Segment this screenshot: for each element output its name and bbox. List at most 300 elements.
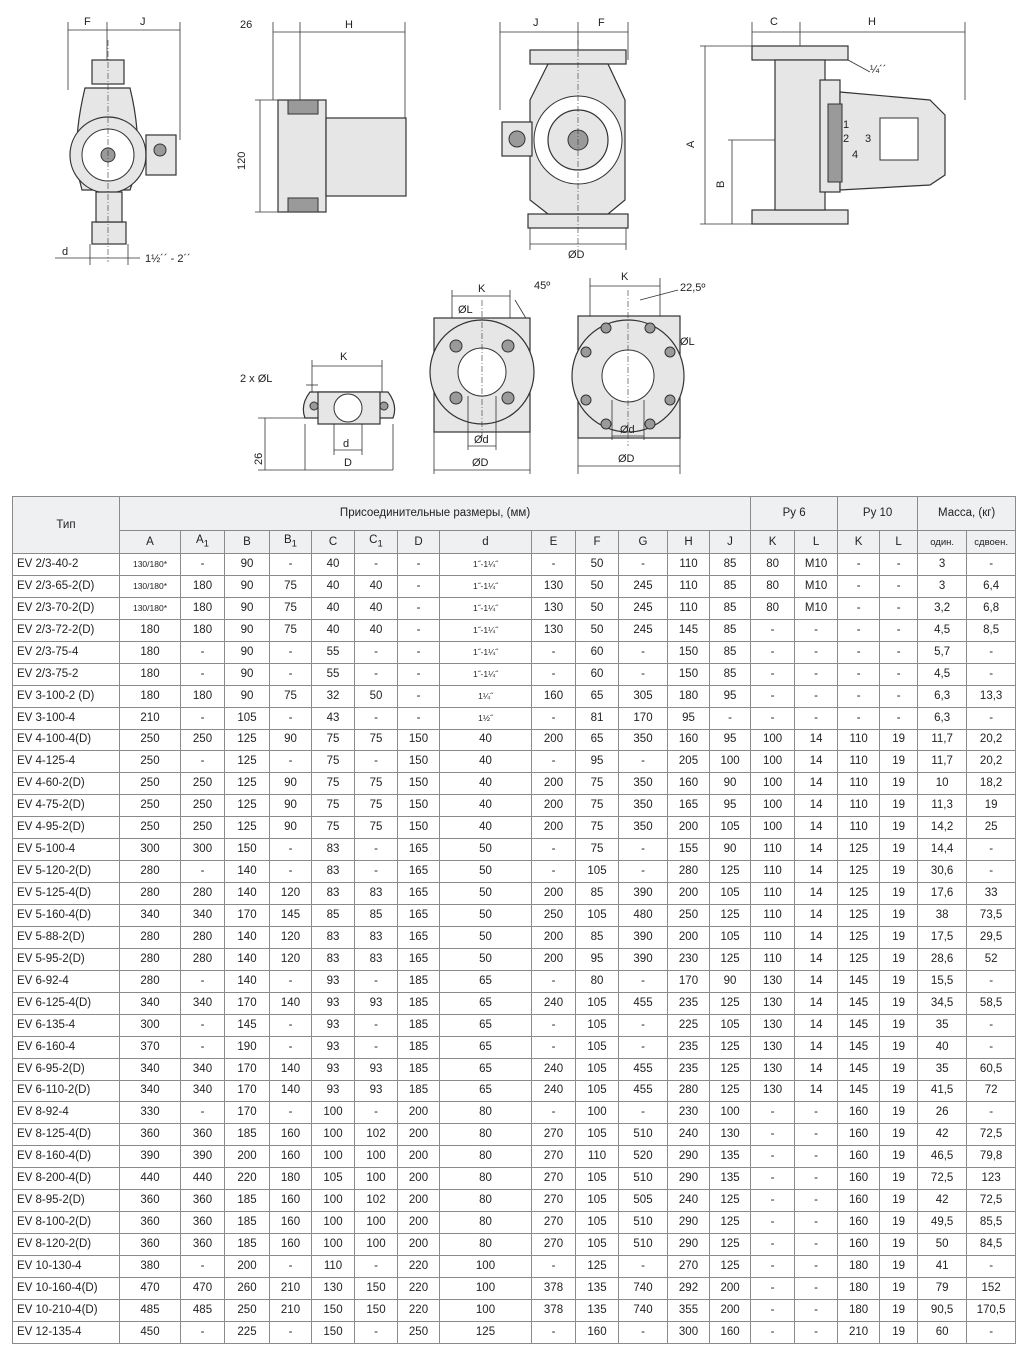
table-cell: 250 xyxy=(181,773,225,795)
table-cell: 130 xyxy=(751,1080,795,1102)
table-cell: 260 xyxy=(225,1277,270,1299)
table-cell: 350 xyxy=(619,817,668,839)
table-cell: 150 xyxy=(312,1321,355,1343)
table-cell: 280 xyxy=(120,948,181,970)
table-cell: 40 xyxy=(440,751,532,773)
label-F-1: F xyxy=(84,16,91,28)
table-cell: 200 xyxy=(398,1146,440,1168)
table-cell: 50 xyxy=(918,1234,967,1256)
table-cell: 205 xyxy=(668,751,710,773)
table-cell: 120 xyxy=(270,926,312,948)
table-cell: 49,5 xyxy=(918,1212,967,1234)
table-cell: 100 xyxy=(751,773,795,795)
table-cell: - xyxy=(532,839,576,861)
table-cell: 81 xyxy=(576,707,619,729)
table-cell: 165 xyxy=(398,861,440,883)
label-45: 45º xyxy=(534,280,551,292)
table-cell: - xyxy=(751,1168,795,1190)
cell-type: EV 2/3-40-2 xyxy=(13,554,120,576)
table-cell: - xyxy=(619,861,668,883)
table-cell: 200 xyxy=(532,948,576,970)
table-cell: 95 xyxy=(710,729,751,751)
table-cell: 80 xyxy=(751,554,795,576)
table-cell: - xyxy=(532,861,576,883)
cell-type: EV 10-210-4(D) xyxy=(13,1299,120,1321)
table-cell: - xyxy=(838,707,880,729)
table-cell: 80 xyxy=(440,1190,532,1212)
table-cell: - xyxy=(270,641,312,663)
table-cell: 160 xyxy=(838,1146,880,1168)
table-cell: 210 xyxy=(270,1299,312,1321)
table-cell: 28,6 xyxy=(918,948,967,970)
table-cell: - xyxy=(967,861,1016,883)
table-cell: 26 xyxy=(918,1102,967,1124)
table-cell: 340 xyxy=(181,992,225,1014)
cell-type: EV 3-100-2 (D) xyxy=(13,685,120,707)
table-cell: 110 xyxy=(838,817,880,839)
table-cell: 170 xyxy=(668,970,710,992)
table-cell: 19 xyxy=(880,883,918,905)
cell-type: EV 6-92-4 xyxy=(13,970,120,992)
table-cell: 440 xyxy=(181,1168,225,1190)
label-F-3: F xyxy=(598,17,605,29)
col-mass-double: сдвоен. xyxy=(967,531,1016,554)
table-cell: 85 xyxy=(312,905,355,927)
table-cell: 100 xyxy=(440,1299,532,1321)
table-cell: 14 xyxy=(795,905,838,927)
label-Od-f2: Ød xyxy=(474,434,489,446)
table-cell: 40 xyxy=(440,729,532,751)
table-cell: - xyxy=(181,1256,225,1278)
table-cell: 170 xyxy=(225,1058,270,1080)
label-A-4: A xyxy=(685,140,697,148)
table-cell: 29,5 xyxy=(967,926,1016,948)
table-cell: 350 xyxy=(619,795,668,817)
table-cell: 110 xyxy=(838,751,880,773)
table-row xyxy=(13,926,1016,948)
table-cell: 14 xyxy=(795,883,838,905)
table-cell: 150 xyxy=(668,663,710,685)
table-cell: 225 xyxy=(668,1014,710,1036)
cell-type: EV 10-160-4(D) xyxy=(13,1277,120,1299)
table-cell: 360 xyxy=(120,1124,181,1146)
table-row xyxy=(13,575,1016,597)
table-cell: 100 xyxy=(312,1102,355,1124)
table-cell: 225 xyxy=(225,1321,270,1343)
table-cell: 75 xyxy=(355,729,398,751)
table-cell: - xyxy=(880,663,918,685)
table-cell: - xyxy=(181,1102,225,1124)
table-cell: 85 xyxy=(710,575,751,597)
table-cell: 83 xyxy=(312,883,355,905)
col-C1: $C_1$ xyxy=(355,531,398,554)
table-cell: 130/180* xyxy=(120,597,181,619)
table-cell: 360 xyxy=(120,1212,181,1234)
table-cell: 170,5 xyxy=(967,1299,1016,1321)
table-cell: 83 xyxy=(312,926,355,948)
label-n3: 3 xyxy=(865,133,872,145)
table-cell: 220 xyxy=(398,1256,440,1278)
table-cell: 40 xyxy=(312,575,355,597)
table-cell: - xyxy=(795,1212,838,1234)
table-cell: 19 xyxy=(880,1299,918,1321)
table-row xyxy=(13,1168,1016,1190)
table-cell: - xyxy=(355,1321,398,1343)
table-row xyxy=(13,751,1016,773)
header-mass: Масса, (кг) xyxy=(918,497,1016,531)
table-cell: 14 xyxy=(795,773,838,795)
table-cell: 145 xyxy=(838,970,880,992)
table-cell: 6,4 xyxy=(967,575,1016,597)
table-cell: - xyxy=(355,1014,398,1036)
table-cell: 170 xyxy=(225,992,270,1014)
table-cell: 19 xyxy=(880,1212,918,1234)
table-cell: - xyxy=(355,663,398,685)
label-OD-f2: ØD xyxy=(472,457,489,469)
table-cell: 160 xyxy=(576,1321,619,1343)
table-cell: 19 xyxy=(880,1080,918,1102)
table-cell: 15,5 xyxy=(918,970,967,992)
table-cell: 105 xyxy=(576,905,619,927)
table-cell: - xyxy=(967,707,1016,729)
table-cell: 130 xyxy=(751,970,795,992)
table-cell: 505 xyxy=(619,1190,668,1212)
table-cell: 220 xyxy=(398,1299,440,1321)
table-cell: - xyxy=(751,1190,795,1212)
table-cell: 360 xyxy=(120,1234,181,1256)
table-cell: 200 xyxy=(398,1234,440,1256)
table-cell: - xyxy=(880,575,918,597)
table-cell: 180 xyxy=(838,1299,880,1321)
table-cell: 150 xyxy=(225,839,270,861)
col-B1: $B_1$ xyxy=(270,531,312,554)
table-cell: 185 xyxy=(398,1014,440,1036)
label-225: 22,5º xyxy=(680,282,706,294)
table-cell: 340 xyxy=(181,905,225,927)
table-cell: 740 xyxy=(619,1277,668,1299)
table-cell: 105 xyxy=(576,1036,619,1058)
table-cell: - xyxy=(795,619,838,641)
table-cell: - xyxy=(532,970,576,992)
table-cell: 50 xyxy=(576,554,619,576)
table-cell: 83 xyxy=(355,926,398,948)
label-2xOL: 2 x ØL xyxy=(240,373,273,385)
table-cell: 90 xyxy=(270,729,312,751)
table-cell: - xyxy=(838,685,880,707)
table-cell: 250 xyxy=(120,729,181,751)
table-cell: 110 xyxy=(751,861,795,883)
table-cell: 93 xyxy=(312,1014,355,1036)
table-cell: 125 xyxy=(710,1256,751,1278)
table-cell: 14,2 xyxy=(918,817,967,839)
table-cell: - xyxy=(181,641,225,663)
table-cell: 200 xyxy=(398,1124,440,1146)
table-row xyxy=(13,641,1016,663)
table-cell: - xyxy=(795,1146,838,1168)
table-cell: 11,7 xyxy=(918,729,967,751)
table-cell: 38 xyxy=(918,905,967,927)
table-cell: 185 xyxy=(225,1124,270,1146)
table-cell: 5,7 xyxy=(918,641,967,663)
table-cell: 19 xyxy=(880,905,918,927)
table-cell: 75 xyxy=(312,751,355,773)
col-L-py6: L xyxy=(795,531,838,554)
table-cell: 270 xyxy=(532,1146,576,1168)
table-row xyxy=(13,1321,1016,1343)
table-cell: - xyxy=(838,663,880,685)
table-cell: 14 xyxy=(795,751,838,773)
table-cell: 75 xyxy=(576,839,619,861)
table-cell: 280 xyxy=(181,926,225,948)
table-cell: 245 xyxy=(619,597,668,619)
table-cell: 280 xyxy=(668,1080,710,1102)
table-row xyxy=(13,597,1016,619)
table-cell: - xyxy=(270,554,312,576)
table-cell: 14 xyxy=(795,1014,838,1036)
table-cell: 160 xyxy=(838,1190,880,1212)
table-cell: 480 xyxy=(619,905,668,927)
table-cell: 180 xyxy=(181,575,225,597)
table-cell: 6,8 xyxy=(967,597,1016,619)
table-cell: - xyxy=(181,663,225,685)
table-cell: 245 xyxy=(619,619,668,641)
table-cell: 220 xyxy=(398,1277,440,1299)
table-cell: 180 xyxy=(838,1256,880,1278)
table-cell: 350 xyxy=(619,729,668,751)
label-OD-f3: ØD xyxy=(618,453,635,465)
table-cell: 110 xyxy=(751,926,795,948)
table-row xyxy=(13,1212,1016,1234)
table-cell: 135 xyxy=(710,1168,751,1190)
table-cell: - xyxy=(532,751,576,773)
table-cell: 378 xyxy=(532,1299,576,1321)
cell-type: EV 12-135-4 xyxy=(13,1321,120,1343)
cell-type: EV 10-130-4 xyxy=(13,1256,120,1278)
label-quarter-inch: ¼´´ xyxy=(870,64,887,76)
table-cell: 105 xyxy=(576,1058,619,1080)
table-cell: - xyxy=(355,970,398,992)
table-cell: 90 xyxy=(710,839,751,861)
table-cell: 13,3 xyxy=(967,685,1016,707)
table-cell: 95 xyxy=(576,948,619,970)
table-cell: 165 xyxy=(668,795,710,817)
table-cell: 250 xyxy=(181,817,225,839)
table-cell: 140 xyxy=(225,926,270,948)
table-cell: 150 xyxy=(355,1277,398,1299)
table-cell: 40 xyxy=(355,575,398,597)
table-cell: 740 xyxy=(619,1299,668,1321)
table-cell: 180 xyxy=(270,1168,312,1190)
table-cell: 19 xyxy=(880,992,918,1014)
table-cell: 125 xyxy=(710,1190,751,1212)
table-cell: 130 xyxy=(532,597,576,619)
table-row xyxy=(13,1036,1016,1058)
table-cell: 105 xyxy=(710,1014,751,1036)
table-cell: - xyxy=(795,1124,838,1146)
table-cell: 125 xyxy=(710,1080,751,1102)
table-cell: - xyxy=(751,1124,795,1146)
table-cell: 125 xyxy=(710,1234,751,1256)
table-cell: 200 xyxy=(398,1168,440,1190)
table-cell: - xyxy=(751,663,795,685)
table-cell: 14,4 xyxy=(918,839,967,861)
table-cell: - xyxy=(270,1321,312,1343)
table-cell: 125 xyxy=(710,948,751,970)
table-cell: 90 xyxy=(270,773,312,795)
table-cell: - xyxy=(795,641,838,663)
drawing-flanged-front-3 xyxy=(500,17,628,261)
table-cell: 50 xyxy=(440,926,532,948)
table-cell: - xyxy=(619,751,668,773)
table-cell: 40 xyxy=(312,554,355,576)
table-cell: 340 xyxy=(120,1080,181,1102)
table-cell: 65 xyxy=(440,1036,532,1058)
table-cell: 210 xyxy=(270,1277,312,1299)
table-cell: M10 xyxy=(795,554,838,576)
table-cell: 355 xyxy=(668,1299,710,1321)
table-row xyxy=(13,1080,1016,1102)
table-cell: 130 xyxy=(532,619,576,641)
table-cell: - xyxy=(751,685,795,707)
table-cell: 72 xyxy=(967,1080,1016,1102)
table-cell: - xyxy=(181,751,225,773)
table-cell: 85 xyxy=(710,554,751,576)
table-cell: - xyxy=(532,1014,576,1036)
table-cell: 1˝-1¼˝ xyxy=(440,641,532,663)
table-cell: 125 xyxy=(710,1212,751,1234)
table-cell: 200 xyxy=(710,1277,751,1299)
table-cell: 140 xyxy=(270,992,312,1014)
table-cell: - xyxy=(751,1277,795,1299)
table-cell: - xyxy=(751,641,795,663)
table-cell: 130/180* xyxy=(120,554,181,576)
table-cell: 100 xyxy=(355,1212,398,1234)
table-cell: 105 xyxy=(576,861,619,883)
table-cell: 180 xyxy=(120,619,181,641)
table-cell: 125 xyxy=(710,861,751,883)
cell-type: EV 5-125-4(D) xyxy=(13,883,120,905)
table-cell: 200 xyxy=(398,1190,440,1212)
label-n4: 4 xyxy=(852,149,859,161)
table-cell: 4,5 xyxy=(918,663,967,685)
table-cell: - xyxy=(532,1036,576,1058)
table-cell: 160 xyxy=(270,1234,312,1256)
table-cell: - xyxy=(532,707,576,729)
table-cell: 125 xyxy=(838,883,880,905)
table-cell: 130 xyxy=(751,1036,795,1058)
table-cell: 110 xyxy=(838,773,880,795)
table-cell: - xyxy=(532,554,576,576)
table-cell: 19 xyxy=(880,1014,918,1036)
table-cell: - xyxy=(710,707,751,729)
table-cell: 52 xyxy=(967,948,1016,970)
table-cell: 90 xyxy=(710,970,751,992)
table-cell: - xyxy=(619,663,668,685)
table-cell: 85 xyxy=(576,926,619,948)
table-cell: 250 xyxy=(120,751,181,773)
table-cell: 90 xyxy=(225,641,270,663)
table-cell: - xyxy=(795,1277,838,1299)
table-row xyxy=(13,795,1016,817)
table-cell: - xyxy=(355,1036,398,1058)
table-cell: 72,5 xyxy=(918,1168,967,1190)
table-cell: 250 xyxy=(120,773,181,795)
table-cell: - xyxy=(880,554,918,576)
table-cell: 160 xyxy=(270,1146,312,1168)
table-cell: 1˝-1¼˝ xyxy=(440,575,532,597)
table-cell: 250 xyxy=(120,817,181,839)
table-cell: 110 xyxy=(751,839,795,861)
table-cell: 93 xyxy=(312,1036,355,1058)
table-cell: 19 xyxy=(967,795,1016,817)
cell-type: EV 8-200-4(D) xyxy=(13,1168,120,1190)
table-cell: 100 xyxy=(312,1124,355,1146)
table-cell: 19 xyxy=(880,1256,918,1278)
table-cell: 105 xyxy=(576,1080,619,1102)
label-J-1: J xyxy=(140,16,146,28)
drawing-flange-45 xyxy=(430,280,550,474)
table-cell: 50 xyxy=(355,685,398,707)
label-K-f1: K xyxy=(340,351,348,363)
table-cell: 84,5 xyxy=(967,1234,1016,1256)
table-cell: 79,8 xyxy=(967,1146,1016,1168)
table-cell: - xyxy=(838,597,880,619)
table-cell: 360 xyxy=(181,1234,225,1256)
table-cell: 470 xyxy=(181,1277,225,1299)
table-cell: 200 xyxy=(532,926,576,948)
table-cell: 83 xyxy=(312,948,355,970)
table-cell: 165 xyxy=(398,948,440,970)
table-cell: - xyxy=(398,663,440,685)
table-cell: 75 xyxy=(270,619,312,641)
table-cell: 80 xyxy=(751,597,795,619)
col-B: B xyxy=(225,531,270,554)
table-cell: 235 xyxy=(668,992,710,1014)
table-cell: - xyxy=(967,1014,1016,1036)
table-header-row-2 xyxy=(13,531,1016,554)
table-cell: 160 xyxy=(668,773,710,795)
table-cell: 90 xyxy=(225,597,270,619)
table-cell: 19 xyxy=(880,1124,918,1146)
table-cell: 510 xyxy=(619,1124,668,1146)
table-cell: 270 xyxy=(532,1212,576,1234)
table-cell: 140 xyxy=(270,1080,312,1102)
table-cell: 65 xyxy=(440,992,532,1014)
table-cell: 130/180* xyxy=(120,575,181,597)
table-cell: 100 xyxy=(751,795,795,817)
table-cell: 100 xyxy=(440,1277,532,1299)
table-cell: 80 xyxy=(440,1234,532,1256)
table-cell: 95 xyxy=(576,751,619,773)
cell-type: EV 6-135-4 xyxy=(13,1014,120,1036)
dimension-drawings-svg xyxy=(0,0,1000,490)
cell-type: EV 5-120-2(D) xyxy=(13,861,120,883)
table-cell: 185 xyxy=(398,1036,440,1058)
table-cell: 60 xyxy=(576,641,619,663)
table-cell: 83 xyxy=(312,839,355,861)
table-cell: 125 xyxy=(838,905,880,927)
table-cell: 180 xyxy=(120,663,181,685)
table-cell: 185 xyxy=(398,1058,440,1080)
table-cell: 250 xyxy=(398,1321,440,1343)
table-cell: 125 xyxy=(225,817,270,839)
table-cell: - xyxy=(795,1168,838,1190)
table-cell: 19 xyxy=(880,751,918,773)
table-cell: 33 xyxy=(967,883,1016,905)
table-row xyxy=(13,992,1016,1014)
table-cell: - xyxy=(795,685,838,707)
label-Od-f3: Ød xyxy=(620,424,635,436)
